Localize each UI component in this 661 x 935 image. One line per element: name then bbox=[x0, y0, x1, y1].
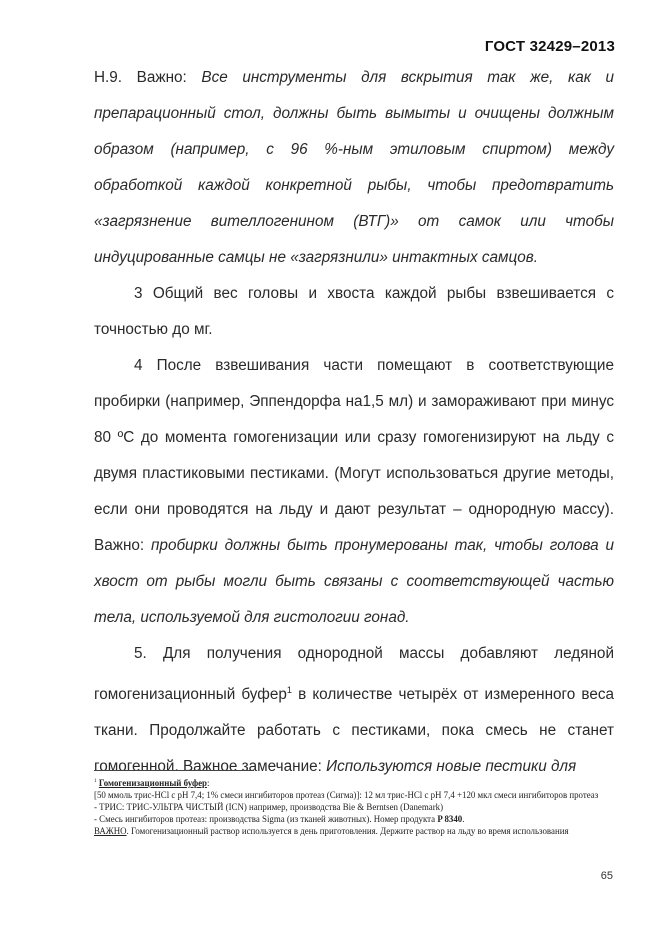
footnote-line-3 bbox=[94, 813, 614, 825]
h9-italic: Все инструменты для вскрытия так же, как и препарационный стол, должны быть вымыты и очищены должным образом (например, с 96 %-ным этиловым спиртом) между обработкой каждой конкретной рыбы, чтобы предотвратить «загрязнение вителлогенином (ВТГ)» от самок или чтобы индуцированные самцы не «загрязнили» интактных самцов. bbox=[94, 69, 615, 266]
step-5-italic: Используются новые пестики для bbox=[326, 758, 577, 776]
footnote-line-3-c: . bbox=[462, 813, 465, 824]
step-5-text-b: в количестве четырёх от измеренного веса ткани. Продолжайте работать с пестиками, пока смесь не станет гомогенной. Важное замечание: bbox=[94, 686, 614, 776]
page-number: 65 bbox=[600, 870, 613, 882]
document-code-header: ГОСТ 32429–2013 bbox=[484, 38, 615, 55]
paragraph-step-5 bbox=[94, 636, 614, 785]
paragraph-step-4 bbox=[94, 348, 614, 636]
important-label: ВАЖНО bbox=[94, 825, 127, 836]
footnote-title-line bbox=[94, 775, 614, 789]
footnote-line-4 bbox=[94, 825, 614, 837]
footnote-line-4-b: . Гомогенизационный раствор используется в день приготовления. Держите раствор на льду во время использования bbox=[126, 825, 569, 836]
footnote-title: Гомогенизационный буфер bbox=[98, 777, 207, 788]
footnote-line-3-a: - Смесь ингибиторов протеаз: производства Sigma (из тканей животных). Номер продукта bbox=[94, 813, 438, 824]
paragraph-h9 bbox=[94, 60, 614, 276]
main-text bbox=[94, 60, 614, 785]
step-4-text: 4 После взвешивания части помещают в соответствующие пробирки (например, Эппендорфа на1,5 мл) и замораживают при минус 80 ºС до момента гомогенизации или сразу гомогенизируют на льду с двумя пластиковыми пестиками. (Могут использоваться другие методы, если они проводятся на льду и дают результат – однородную массу). Важно: bbox=[94, 357, 614, 554]
paragraph-step-3: 3 Общий вес головы и хвоста каждой рыбы взвешивается с точностью до мг. bbox=[94, 285, 614, 338]
h9-lead: Н.9. Важно: bbox=[94, 69, 202, 86]
footnote-mark: 1 bbox=[94, 778, 97, 784]
footnote-ref[interactable]: 1 bbox=[286, 685, 292, 695]
step-4-italic: пробирки должны быть пронумерованы так, чтобы голова и хвост от рыбы могли быть связаны с соответствующей частью тела, используемой для гистологии гонад. bbox=[94, 537, 614, 626]
footnote-title-colon: : bbox=[206, 777, 210, 788]
step-5-text-a: 5. Для получения однородной массы добавляют ледяной гомогенизационный буфер bbox=[94, 645, 614, 704]
footnote bbox=[94, 775, 614, 837]
footnote-line-1: [50 ммоль трис-HCl с pH 7,4; 1% смеси ингибиторов протеаз (Сигма)]: 12 мл трис-HCl с pH 7,4 +120 мкл смеси ингибиторов протеаз bbox=[94, 789, 599, 800]
product-number: P 8340 bbox=[437, 813, 463, 824]
footnote-line-2: - ТРИС: ТРИС-УЛЬТРА ЧИСТЫЙ (ICN) например, производства Bie & Berntsen (Danemark) bbox=[94, 801, 444, 812]
footnote-divider bbox=[94, 770, 254, 771]
